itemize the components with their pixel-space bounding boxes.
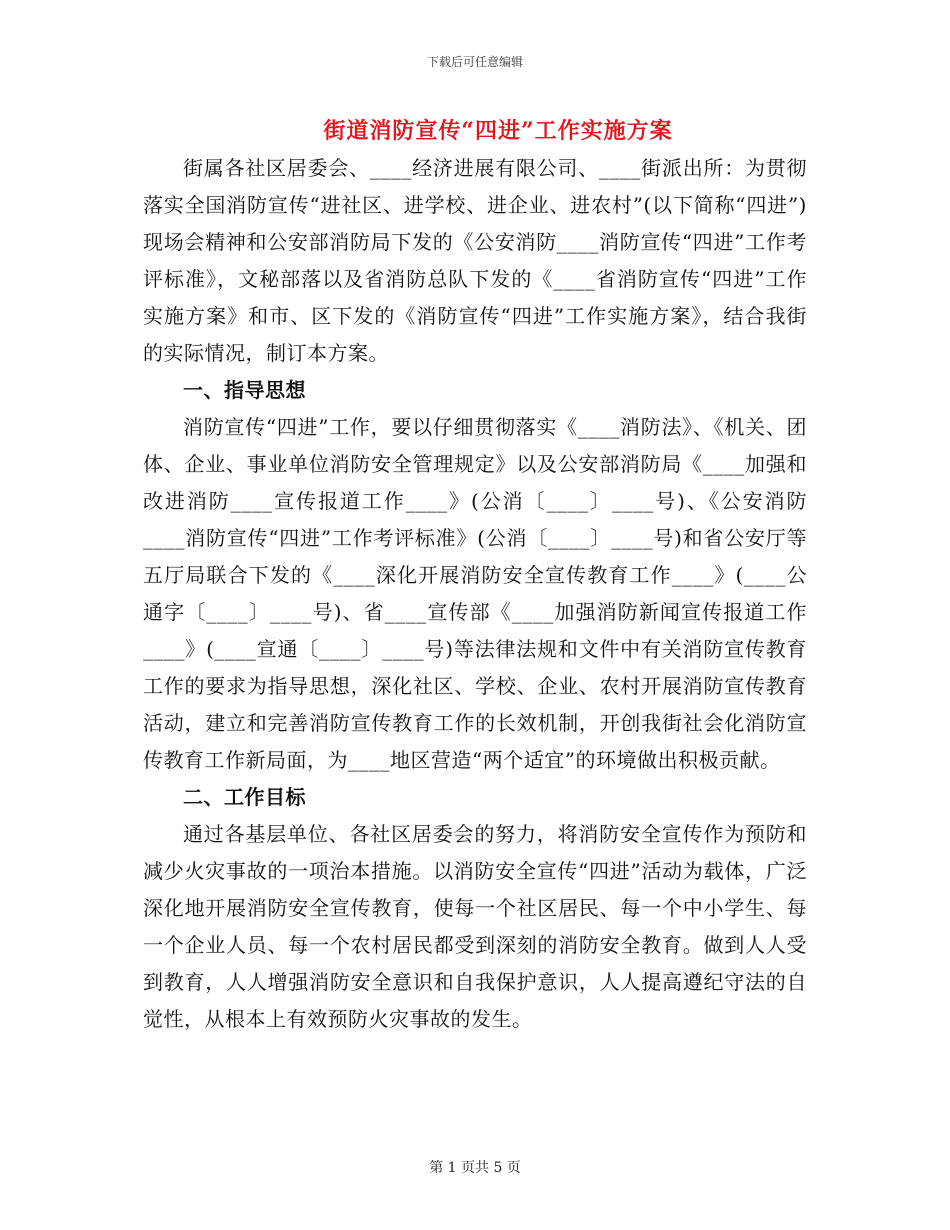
document-body xyxy=(143,150,807,1038)
work-goals-paragraph: 通过各基层单位、各社区居委会的努力，将消防安全宣传作为预防和减少火灾事故的一项治本措施。以消防安全宣传“四进”活动为载体，广泛深化地开展消防安全宣传教育，使每一个社区居民、每一个中小学生、每一个企业人员、每一个农村居民都受到深刻的消防安全教育。做到人人受到教育，人人增强消防安全意识和自我保护意识，人人提高遵纪守法的自觉性，从根本上有效预防火灾事故的发生。 xyxy=(143,822,807,1031)
intro-paragraph: 街属各社区居委会、____经济进展有限公司、____街派出所：为贯彻落实全国消防宣传“进社区、进学校、进企业、进农村”(以下简称“四进”)现场会精神和公安部消防局下发的《公安消防____消防宣传“四进”工作考评标准》，文秘部落以及省消防总队下发的《____省消防宣传“四进”工作实施方案》和市、区下发的《消防宣传“四进”工作实施方案》，结合我街的实际情况，制订本方案。 xyxy=(143,156,807,365)
page-header-note: 下载后可任意编辑 xyxy=(426,55,523,69)
document-title: 街道消防宣传“四进”工作实施方案 xyxy=(323,118,673,144)
section-heading-work-goals: 二、工作目标 xyxy=(183,785,306,809)
page-number: 第 1 页共 5 页 xyxy=(429,1160,521,1176)
guiding-ideology-paragraph: 消防宣传“四进”工作，要以仔细贯彻落实《____消防法》、《机关、团体、企业、事业单位消防安全管理规定》以及公安部消防局《____加强和改进消防____宣传报道工作____》(公消〔____〕____号)、《公安消防____消防宣传“四进”工作考评标准》(公消〔____〕____号)和省公安厅等五厅局联合下发的《____深化开展消防安全宣传教育工作____》(____公通字〔____〕____号)、省____宣传部《____加强消防新闻宣传报道工作____》(____宣通〔____〕____号)等法律法规和文件中有关消防宣传教育工作的要求为指导思想，深化社区、学校、企业、农村开展消防宣传教育活动，建立和完善消防宣传教育工作的长效机制，开创我街社会化消防宣传教育工作新局面，为____地区营造“两个适宜”的环境做出积极贡献。 xyxy=(143,415,807,772)
section-heading-guiding-ideology: 一、指导思想 xyxy=(183,378,306,402)
